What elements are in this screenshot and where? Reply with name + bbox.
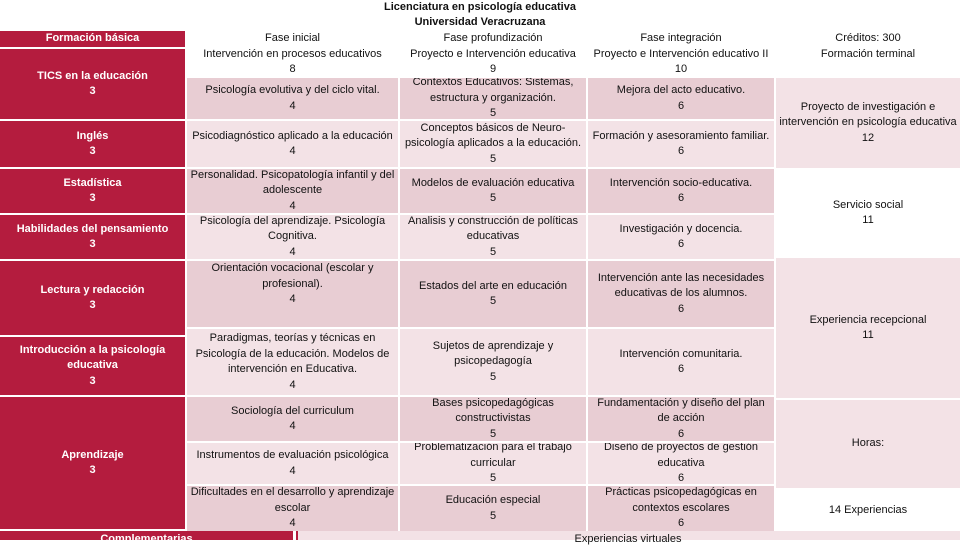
- course-cell: [0, 397, 185, 529]
- course-name: Investigación y docencia.: [619, 222, 743, 235]
- course-name: Introducción a la psicología educativa: [19, 343, 166, 372]
- course-credits: 12: [861, 131, 875, 144]
- course-credits: 6: [677, 472, 685, 484]
- course-cell: [588, 169, 774, 213]
- course-cell: [776, 258, 960, 398]
- course-cell: [187, 397, 398, 441]
- course-name: Analisis y construcción de políticas educativas: [408, 215, 578, 243]
- course-name: Intervención socio-educativa.: [609, 176, 753, 189]
- course-credits: 6: [677, 302, 685, 315]
- course-cell: [0, 337, 185, 395]
- course-name: Diseño de proyectos de gestión educativa: [603, 443, 759, 469]
- program-title: Licenciatura en psicología educativa: [384, 1, 576, 13]
- course-cell: [400, 329, 586, 395]
- document-header: [0, 0, 960, 31]
- course-cell: [400, 486, 586, 531]
- course-credits: 5: [489, 370, 497, 383]
- col3-heading: Fase profundización: [400, 31, 586, 47]
- course-name: Problematización para el trabajo curricular: [414, 443, 572, 469]
- course-credits: 4: [289, 293, 296, 305]
- course-credits: 8: [289, 63, 296, 75]
- course-credits: 3: [89, 145, 96, 157]
- course-credits: 4: [289, 420, 296, 432]
- course-name: Sujetos de aprendizaje y psicopedagogía: [432, 339, 554, 368]
- experiencias-virtuales-label: Experiencias virtuales: [574, 533, 682, 545]
- course-credits: 5: [489, 152, 497, 165]
- course-name: Personalidad. Psicopatología infantil y del adolescente: [190, 169, 395, 197]
- course-credits: 5: [489, 107, 497, 119]
- course-credits: 4: [289, 517, 296, 530]
- course-name: Sociología del curriculum: [231, 404, 354, 417]
- course-cell: [187, 78, 398, 119]
- course-credits: 10: [674, 63, 688, 75]
- course-name: Habilidades del pensamiento: [16, 222, 169, 235]
- course-cell: [0, 169, 185, 213]
- course-cell: [588, 47, 774, 77]
- course-credits: 3: [89, 464, 96, 476]
- course-name: Conceptos básicos de Neuro-psicología aplicados a la educación.: [404, 121, 582, 150]
- course-cell: [0, 261, 185, 335]
- course-credits: 6: [677, 99, 685, 112]
- course-name: Intervención ante las necesidades educativas de los alumnos.: [597, 271, 765, 300]
- course-name: Bases psicopedagógicas constructivistas: [432, 397, 554, 425]
- course-name: Estadística: [63, 176, 122, 189]
- course-cell: [588, 486, 774, 531]
- course-credits: 3: [89, 374, 96, 387]
- course-name: Psicología evolutiva y del ciclo vital.: [205, 84, 380, 96]
- course-name: Instrumentos de evaluación psicológica: [196, 449, 389, 461]
- course-credits: 5: [489, 192, 497, 204]
- course-cell: [400, 169, 586, 213]
- course-name: Estados del arte en educación: [419, 279, 567, 292]
- course-name: Fundamentación y diseño del plan de acción: [597, 397, 765, 425]
- hours-label: Horas:: [851, 437, 885, 450]
- course-name: Aprendizaje: [61, 448, 124, 461]
- course-credits: 6: [677, 517, 685, 530]
- course-cell: [0, 49, 185, 119]
- course-name: Mejora del acto educativo.: [616, 84, 746, 96]
- credits-summary: [776, 31, 960, 77]
- col4-heading: Fase integración: [588, 31, 774, 47]
- course-credits: 9: [489, 63, 497, 75]
- course-cell: [400, 261, 586, 327]
- course-cell: [588, 397, 774, 441]
- course-name: Experiencia recepcional: [809, 313, 927, 326]
- course-name: Contextos Educativos: Sistemas, estructura y organización.: [412, 78, 574, 104]
- course-credits: 5: [489, 295, 497, 307]
- course-cell: [187, 329, 398, 395]
- course-cell: [187, 169, 398, 213]
- course-name: Formación y asesoramiento familiar.: [592, 129, 770, 142]
- course-credits: 6: [677, 427, 685, 440]
- course-credits: 3: [89, 85, 96, 97]
- course-name: Lectura y redacción: [40, 283, 145, 296]
- course-credits: 3: [89, 299, 96, 311]
- course-name: Intervención comunitaria.: [619, 347, 743, 360]
- course-credits: 3: [89, 192, 96, 204]
- course-cell: [187, 486, 398, 531]
- course-name: Inglés: [76, 129, 109, 142]
- course-credits: 4: [289, 199, 296, 212]
- course-name: Proyecto de investigación e intervención en psicología educativa: [779, 100, 957, 129]
- terminal-heading: Formación terminal: [820, 47, 916, 60]
- course-cell: [187, 443, 398, 484]
- course-credits: 6: [677, 192, 685, 204]
- course-name: Paradigmas, teorías y técnicas en Psicología de la educación. Modelos de intervención en Educativa.: [195, 332, 390, 375]
- university-name: Universidad Veracruzana: [414, 16, 546, 28]
- course-credits: 4: [289, 99, 296, 112]
- course-credits: 3: [89, 238, 96, 250]
- course-credits: 11: [862, 214, 874, 226]
- course-cell: [0, 121, 185, 167]
- course-credits: 4: [289, 145, 296, 157]
- course-name: Psicodiagnóstico aplicado a la educación: [192, 129, 393, 142]
- course-cell: [588, 261, 774, 327]
- hours-cell: [776, 400, 960, 488]
- course-credits: 5: [489, 472, 497, 484]
- col1-heading: Formación básica: [0, 31, 185, 47]
- course-credits: 4: [289, 464, 296, 477]
- experiences-cell: [776, 490, 960, 531]
- course-cell: [400, 443, 586, 484]
- course-name: Psicología del aprendizaje. Psicología Cognitiva.: [199, 215, 386, 243]
- course-name: TICS en la educación: [37, 69, 148, 82]
- course-credits: 11: [862, 329, 874, 341]
- course-credits: 4: [289, 378, 296, 391]
- course-cell: [776, 168, 960, 258]
- course-credits: 6: [677, 363, 685, 375]
- course-cell: [588, 215, 774, 259]
- course-cell: [187, 47, 398, 77]
- course-credits: 5: [489, 427, 497, 440]
- course-credits: 6: [677, 145, 685, 157]
- course-cell: [400, 397, 586, 441]
- course-cell: [588, 329, 774, 395]
- course-credits: 5: [489, 245, 497, 258]
- course-name: Proyecto e Intervención educativa: [410, 47, 576, 60]
- experiences-count: 14 Experiencias: [828, 503, 908, 516]
- course-cell: [776, 78, 960, 168]
- complementarias-label: Complementarias: [100, 533, 193, 545]
- course-name: Dificultades en el desarrollo y aprendizaje escolar: [190, 486, 395, 514]
- course-cell: [187, 261, 398, 327]
- course-name: Proyecto e Intervención educativo II: [593, 47, 769, 60]
- course-cell: [400, 121, 586, 167]
- course-cell: [400, 78, 586, 119]
- credits-total: Créditos: 300: [835, 32, 901, 44]
- course-cell: [588, 121, 774, 167]
- course-name: Prácticas psicopedagógicas en contextos escolares: [605, 486, 757, 514]
- course-credits: 4: [289, 245, 296, 258]
- course-credits: 5: [489, 509, 497, 522]
- course-cell: [0, 215, 185, 259]
- course-credits: 6: [677, 238, 685, 250]
- course-cell: [400, 47, 586, 77]
- course-name: Orientación vocacional (escolar y profesional).: [211, 262, 374, 290]
- course-name: Educación especial: [445, 494, 541, 506]
- course-cell: [588, 443, 774, 484]
- course-name: Modelos de evaluación educativa: [411, 176, 575, 189]
- course-cell: [187, 121, 398, 167]
- course-cell: [400, 215, 586, 259]
- course-cell: [588, 78, 774, 119]
- course-name: Servicio social: [832, 198, 904, 211]
- col2-heading: Fase inicial: [187, 31, 398, 47]
- course-cell: [187, 215, 398, 259]
- course-name: Intervención en procesos educativos: [203, 47, 382, 60]
